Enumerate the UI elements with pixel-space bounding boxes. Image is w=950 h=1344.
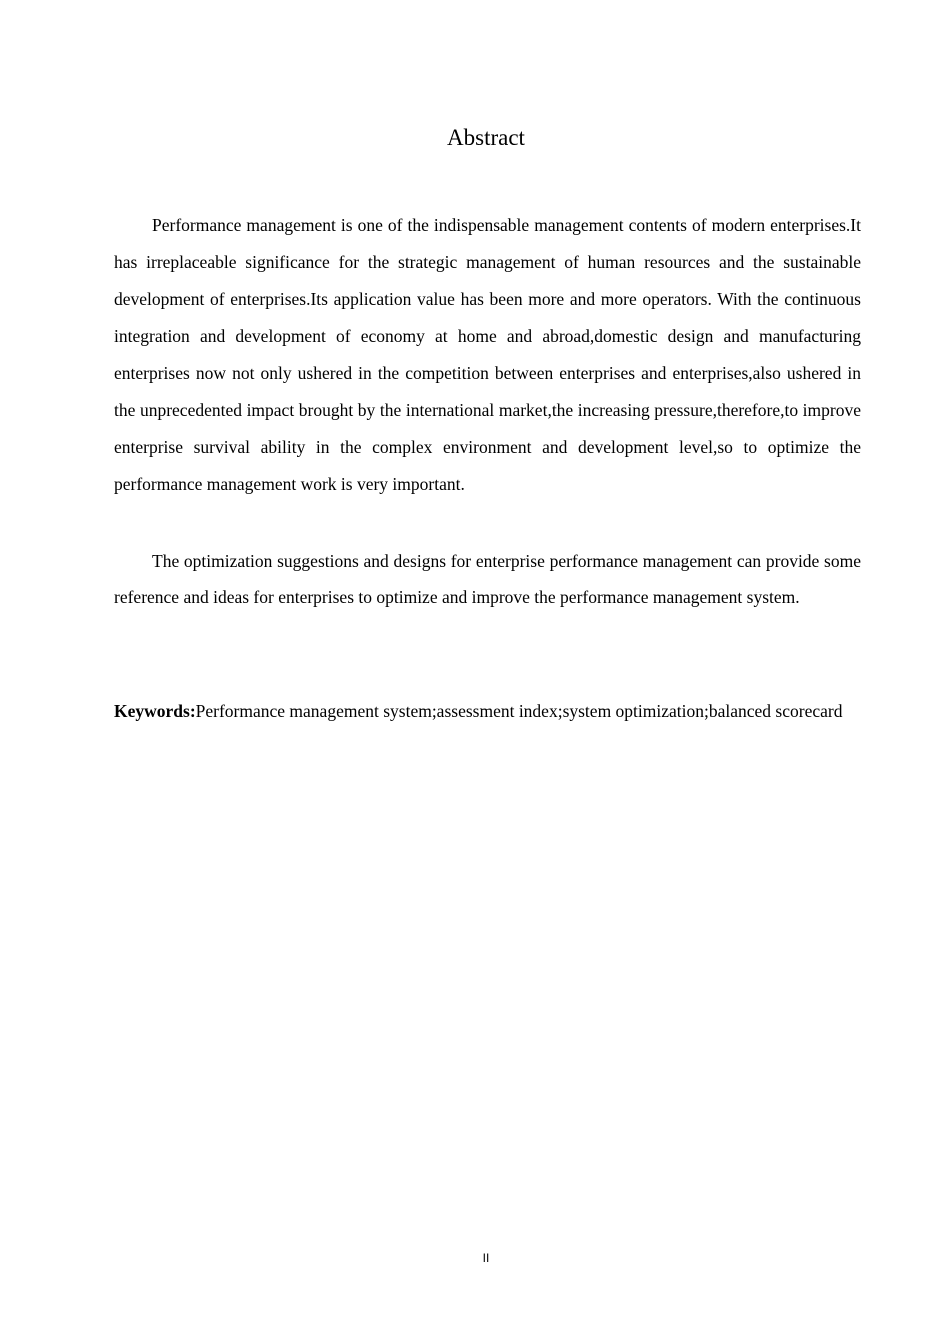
page-number: II: [482, 1251, 490, 1265]
keywords-text: Performance management system;assessment index;system optimization;balanced scorecard: [195, 701, 843, 721]
keywords-label: Keywords:: [114, 701, 196, 721]
keywords-section: [114, 693, 861, 730]
abstract-paragraph-1: Performance management is one of the indispensable management contents of modern enterprises.It has irreplaceable significance for the strategic management of human resources and the sustainable development of enterprises.Its application value has been more and more operators. With the continuous integration and development of economy at home and abroad,domestic design and manufacturing enterprises now not only ushered in the competition between enterprises and enterprises,also ushered in the unprecedented impact brought by the international market,the increasing pressure,therefore,to improve enterprise survival ability in the complex environment and development level,so to optimize the performance management work is very important.: [114, 215, 861, 494]
abstract-paragraph-2: The optimization suggestions and designs for enterprise performance management can provide some reference and ideas for enterprises to optimize and improve the performance management system.: [114, 551, 861, 607]
abstract-title: Abstract: [447, 125, 525, 150]
